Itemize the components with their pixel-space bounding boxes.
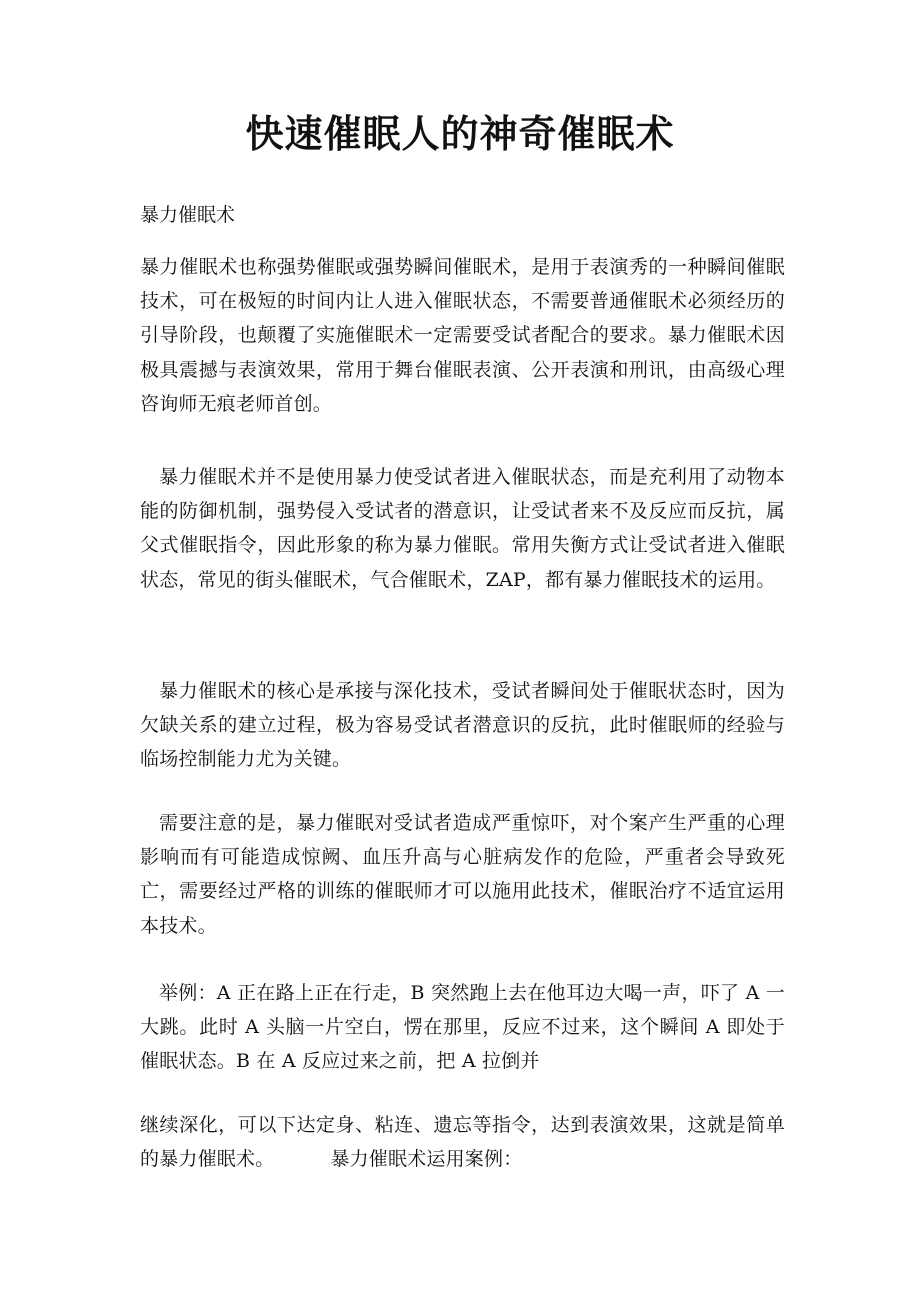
paragraph-2: 暴力催眠术并不是使用暴力使受试者进入催眠状态，而是充利用了动物本能的防御机制，强势侵入受试者的潜意识，让受试者来不及反应而反抗，属父式催眠指令，因此形象的称为暴力催眠。常用失衡方式让受试者进入催眠状态，常见的街头催眠术，气合催眠术，ZAP，都有暴力催眠技术的运用。 bbox=[140, 466, 785, 591]
paragraph-6 bbox=[140, 1108, 785, 1176]
paragraph-4: 需要注意的是，暴力催眠对受试者造成严重惊吓，对个案产生严重的心理影响而有可能造成惊阙、血压升高与心脏病发作的危险，严重者会导致死亡，需要经过严格的训练的催眠师才可以施用此技术，催眠治疗不适宜运用本技术。 bbox=[140, 812, 785, 937]
paragraph-1: 暴力催眠术也称强势催眠或强势瞬间催眠术，是用于表演秀的一种瞬间催眠技术，可在极短的时间内让人进入催眠状态，不需要普通催眠术必须经历的引导阶段，也颠覆了实施催眠术一定需要受试者配合的要求。暴力催眠术因极具震撼与表演效果，常用于舞台催眠表演、公开表演和刑讯，由高级心理咨询师无痕老师首创。 bbox=[140, 256, 785, 415]
section-heading: 暴力催眠术 bbox=[140, 204, 236, 226]
paragraph-3: 暴力催眠术的核心是承接与深化技术，受试者瞬间处于催眠状态时，因为欠缺关系的建立过程，极为容易受试者潜意识的反抗，此时催眠师的经验与临场控制能力尤为关键。 bbox=[140, 680, 785, 771]
document-title: 快速催眠人的神奇催眠术 bbox=[245, 111, 675, 156]
case-heading: 暴力催眠术运用案例： bbox=[330, 1148, 523, 1171]
paragraph-6-text: 继续深化，可以下达定身、粘连、遗忘等指令，达到表演效果，这就是简单的暴力催眠术。 bbox=[140, 1114, 785, 1171]
paragraph-5: 举例：A 正在路上正在行走，B 突然跑上去在他耳边大喝一声，吓了 A 一大跳。此时 A 头脑一片空白，愣在那里，反应不过来，这个瞬间 A 即处于催眠状态。B 在 A 反应过来之前，把 A 拉倒并 bbox=[140, 982, 785, 1073]
